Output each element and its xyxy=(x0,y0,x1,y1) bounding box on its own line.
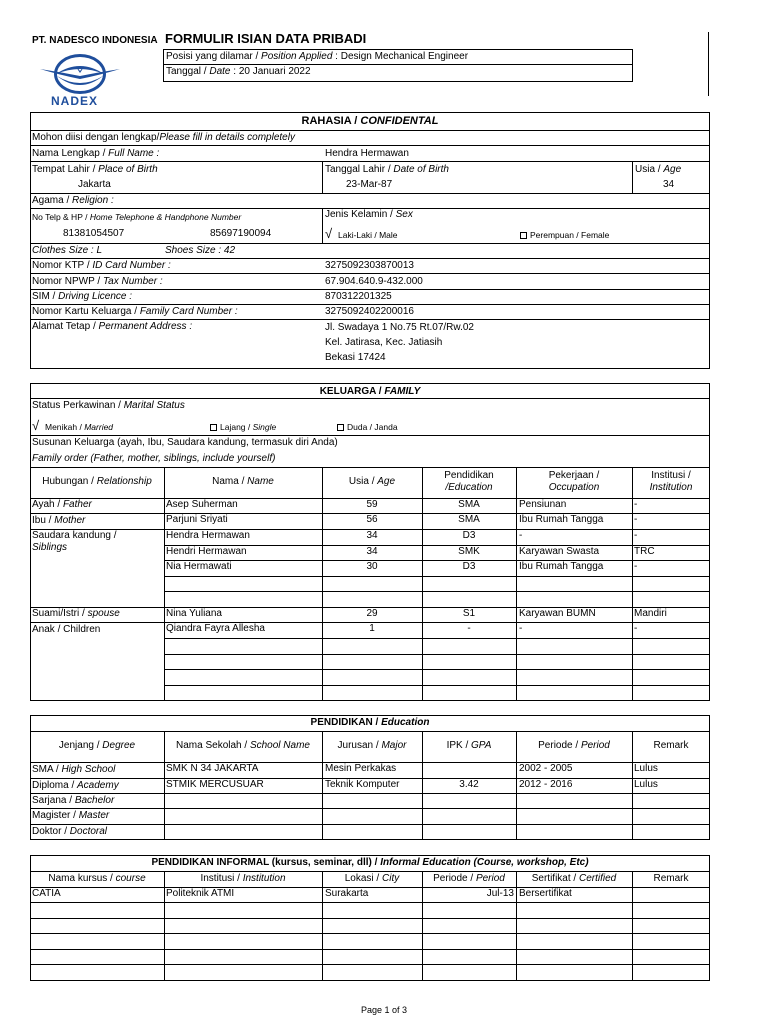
page-footer: Page 1 of 3 xyxy=(360,1005,408,1015)
col-city: Lokasi / City xyxy=(344,873,400,884)
family-row-institution: - xyxy=(634,623,638,634)
rel-siblings: Saudara kandung / xyxy=(32,530,117,541)
col-education: Pendidikan xyxy=(444,470,494,481)
address-label: Alamat Tetap / Permanent Address : xyxy=(32,321,193,332)
family-order-label: Susunan Keluarga (ayah, Ibu, Saudara kandung, termasuk diri Anda) xyxy=(32,437,338,448)
birth-date-label: Tanggal Lahir / Date of Birth xyxy=(325,164,449,175)
family-row-institution: - xyxy=(634,499,638,510)
family-row-name: Parjuni Sriyati xyxy=(166,514,228,525)
family-row-age: 56 xyxy=(366,514,378,525)
address-line3: Bekasi 17424 xyxy=(325,352,386,363)
family-row-education: SMK xyxy=(458,546,480,557)
birth-date-value: 23-Mar-87 xyxy=(346,179,393,190)
education-degree: Magister / Master xyxy=(32,810,110,821)
phone-mobile: 85697190094 xyxy=(210,228,272,239)
education-school: STMIK MERCUSUAR xyxy=(166,779,264,790)
age-label: Usia / Age xyxy=(635,164,682,175)
clothes-size: Clothes Size : L xyxy=(32,245,103,256)
family-row-institution: TRC xyxy=(634,546,655,557)
family-row-name: Hendra Hermawan xyxy=(166,530,250,541)
form-title: FORMULIR ISIAN DATA PRIBADI xyxy=(165,31,367,46)
family-row-age: 34 xyxy=(366,546,378,557)
sex-male-option[interactable]: Laki-Laki / Male xyxy=(338,230,398,240)
checkbox-icon xyxy=(210,424,217,431)
informal-city: Surakarta xyxy=(325,888,369,899)
col-inf-period: Periode / Period xyxy=(433,873,505,884)
family-row-education: D3 xyxy=(462,561,476,572)
family-row-education: SMA xyxy=(458,514,480,525)
col-name: Nama / Name xyxy=(212,476,274,487)
col-course: Nama kursus / course xyxy=(48,873,146,884)
rel-children: Anak / Children xyxy=(32,624,101,635)
education-degree: SMA / High School xyxy=(32,764,116,775)
shoes-size: Shoes Size : 42 xyxy=(165,245,236,256)
education-period: 2002 - 2005 xyxy=(519,763,573,774)
phone-home: 81381054507 xyxy=(63,228,125,239)
address-line2: Kel. Jatirasa, Kec. Jatiasih xyxy=(325,337,443,348)
kk-label: Nomor Kartu Keluarga / Family Card Number : xyxy=(32,306,238,317)
education-school: SMK N 34 JAKARTA xyxy=(166,763,259,774)
family-row-occupation: Karyawan Swasta xyxy=(519,546,600,557)
family-row-age: 1 xyxy=(369,623,375,634)
family-row-age: 34 xyxy=(366,530,378,541)
kk-value: 3275092402200016 xyxy=(325,306,414,317)
education-gpa: 3.42 xyxy=(459,779,479,790)
family-row-education: SMA xyxy=(458,499,480,510)
education-title: PENDIDIKAN / Education xyxy=(310,717,430,728)
sex-female-option[interactable]: Perempuan / Female xyxy=(520,229,609,241)
ktp-value: 3275092303870013 xyxy=(325,260,414,271)
family-row-occupation: Ibu Rumah Tangga xyxy=(519,561,604,572)
instruction-text: Mohon diisi dengan lengkap/Please fill in details completely xyxy=(32,132,295,143)
family-row-name: Qiandra Fayra Allesha xyxy=(166,623,265,634)
rel-father: Ayah / Father xyxy=(32,499,92,510)
family-row-age: 30 xyxy=(366,561,378,572)
informal-period: Jul-13 xyxy=(486,888,514,899)
family-row-institution: - xyxy=(634,530,638,541)
logo-text: NADEX xyxy=(51,94,99,108)
nadex-logo xyxy=(40,52,120,110)
family-row-institution: - xyxy=(634,514,638,525)
family-row-education: - xyxy=(467,623,471,634)
ktp-label: Nomor KTP / ID Card Number : xyxy=(32,260,171,271)
address-line1: Jl. Swadaya 1 No.75 Rt.07/Rw.02 xyxy=(325,322,474,333)
age-value: 34 xyxy=(663,179,675,190)
education-remark: Lulus xyxy=(634,779,658,790)
informal-certified: Bersertifikat xyxy=(519,888,572,899)
family-row-name: Nia Hermawati xyxy=(166,561,232,572)
col-gpa: IPK / GPA xyxy=(446,740,492,751)
married-option[interactable]: Menikah / Married xyxy=(45,422,114,432)
rel-siblings-en: Siblings xyxy=(32,542,68,553)
npwp-value: 67.904.640.9-432.000 xyxy=(325,276,423,287)
sim-label: SIM / Driving Licence : xyxy=(32,291,133,302)
checkbox-icon xyxy=(337,424,344,431)
col-age: Usia / Age xyxy=(348,476,396,487)
education-remark: Lulus xyxy=(634,763,658,774)
education-degree: Diploma / Academy xyxy=(32,780,119,791)
col-major: Jurusan / Major xyxy=(337,740,407,751)
informal-course: CATIA xyxy=(32,888,61,899)
family-row-age: 29 xyxy=(366,608,378,619)
informal-institution: Politeknik ATMI xyxy=(166,888,235,899)
col-occupation-en: Occupation xyxy=(548,482,600,493)
col-school: Nama Sekolah / School Name xyxy=(176,740,310,751)
phone-label: No Telp & HP / Home Telephone & Handphone Number xyxy=(32,212,242,222)
check-mark: √ xyxy=(325,226,333,241)
col-institution-en: Institution xyxy=(649,482,693,493)
education-degree: Sarjana / Bachelor xyxy=(32,795,115,806)
family-row-institution: - xyxy=(634,561,638,572)
family-row-age: 59 xyxy=(366,499,378,510)
sex-label: Jenis Kelamin / Sex xyxy=(325,209,413,220)
single-option[interactable]: Lajang / Single xyxy=(210,421,276,433)
col-inf-institution: Institusi / Institution xyxy=(200,873,286,884)
family-row-name: Hendri Hermawan xyxy=(166,546,247,557)
family-row-occupation: Karyawan BUMN xyxy=(519,608,596,619)
col-occupation: Pekerjaan / xyxy=(548,470,600,481)
family-row-occupation: Ibu Rumah Tangga xyxy=(519,514,604,525)
informal-title: PENDIDIKAN INFORMAL (kursus, seminar, dll) / Informal Education (Course, workshop, Etc) xyxy=(151,857,589,868)
education-major: Mesin Perkakas xyxy=(325,763,397,774)
birth-place-value: Jakarta xyxy=(78,179,111,190)
confidential-title: RAHASIA / CONFIDENTAL xyxy=(301,115,439,127)
education-degree: Doktor / Doctoral xyxy=(32,826,108,837)
education-major: Teknik Komputer xyxy=(325,779,400,790)
education-period: 2012 - 2016 xyxy=(519,779,573,790)
married-check: √ xyxy=(32,418,40,433)
family-row-name: Nina Yuliana xyxy=(166,608,222,619)
rel-spouse: Suami/Istri / spouse xyxy=(32,608,120,619)
checkbox-icon xyxy=(520,232,527,239)
full-name-label: Nama Lengkap / Full Name : xyxy=(32,148,160,159)
religion-label: Agama / Religion : xyxy=(32,195,114,206)
full-name-value: Hendra Hermawan xyxy=(325,148,409,159)
family-row-occupation: - xyxy=(519,623,523,634)
rel-mother: Ibu / Mother xyxy=(32,515,86,526)
col-certified: Sertifikat / Certified xyxy=(531,873,617,884)
birth-place-label: Tempat Lahir / Place of Birth xyxy=(32,164,158,175)
col-inf-remark: Remark xyxy=(653,873,689,884)
col-period: Periode / Period xyxy=(538,740,610,751)
family-row-name: Asep Suherman xyxy=(166,499,238,510)
family-row-institution: Mandiri xyxy=(634,608,667,619)
npwp-label: Nomor NPWP / Tax Number : xyxy=(32,276,163,287)
col-degree: Jenjang / Degree xyxy=(58,740,136,751)
col-institution: Institusi / xyxy=(651,470,691,481)
family-row-occupation: Pensiunan xyxy=(519,499,567,510)
company-name: PT. NADESCO INDONESIA xyxy=(32,35,158,46)
col-remark: Remark xyxy=(653,740,689,751)
family-title: KELUARGA / FAMILY xyxy=(319,386,421,397)
family-row-education: S1 xyxy=(462,608,476,619)
sim-value: 870312201325 xyxy=(325,291,392,302)
col-relationship: Hubungan / Relationship xyxy=(42,476,152,487)
marital-label: Status Perkawinan / Marital Status xyxy=(32,400,185,411)
family-row-education: D3 xyxy=(462,530,476,541)
form-date: Tanggal / Date : 20 Januari 2022 xyxy=(166,66,311,77)
family-order-label-en: Family order (Father, mother, siblings, include yourself) xyxy=(32,453,276,464)
widow-option[interactable]: Duda / Janda xyxy=(337,421,398,433)
col-education-en: /Education xyxy=(445,482,493,493)
position-applied: Posisi yang dilamar / Position Applied : Design Mechanical Engineer xyxy=(166,51,469,62)
family-row-occupation: - xyxy=(519,530,523,541)
